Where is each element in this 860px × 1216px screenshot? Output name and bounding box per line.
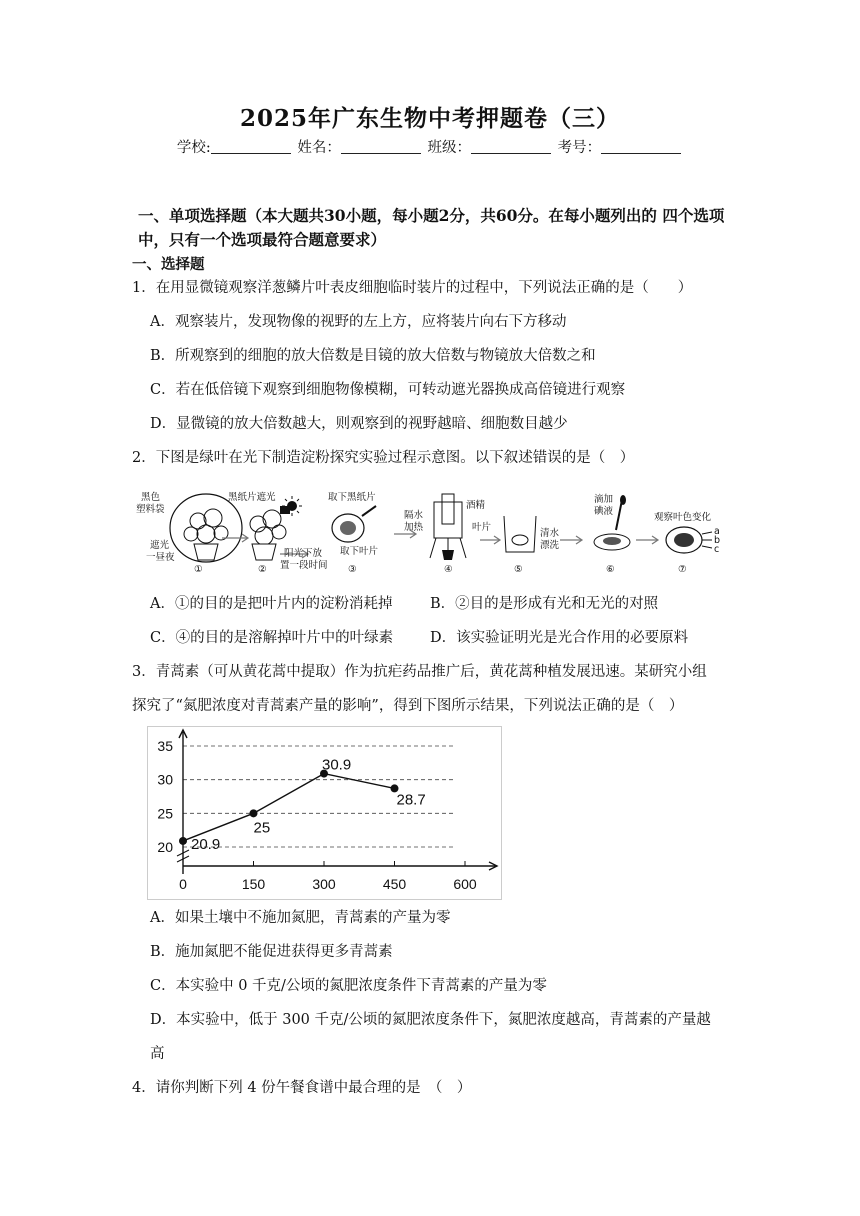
x-tick-600: 600 (453, 876, 477, 892)
label-remove-paper: 取下黑纸片 (328, 492, 376, 503)
question-2-option-a[interactable]: A．①的目的是把叶片内的淀粉消耗掉 (150, 596, 393, 612)
label-dark-2: 一昼夜 (146, 552, 175, 563)
label-sunlight: 阳光下放 (284, 548, 323, 559)
label-iodine: 滴加 (594, 494, 614, 505)
label-alcohol: 酒精 (466, 500, 486, 511)
label-rinse-2: 漂洗 (540, 540, 560, 551)
question-2-option-b[interactable]: B．②目的是形成有光和无光的对照 (430, 596, 659, 612)
data-label-0: 20.9 (191, 835, 221, 853)
question-3-stem-line-2: 探究了“氮肥浓度对青蒿素产量的影响”，得到下图所示结果，下列说法正确的是（ ） (132, 698, 684, 714)
data-label-300: 30.9 (322, 756, 352, 774)
question-1-option-a[interactable]: A．观察装片，发现物像的视野的左上方，应将装片向右下方移动 (150, 314, 567, 330)
class-blank[interactable] (471, 139, 551, 154)
label-remove-leaf: 取下叶片 (340, 546, 379, 557)
arrow-1-icon (222, 534, 248, 542)
step-5-rinse (504, 516, 536, 552)
question-1-stem: 1．在用显微镜观察洋葱鳞片叶表皮细胞临时装片的过程中，下列说法正确的是（ ） (132, 280, 693, 296)
step-6-number: ⑥ (606, 564, 615, 575)
data-label-150: 25 (253, 819, 271, 837)
x-tick-450: 450 (382, 876, 407, 892)
label-b: b (714, 535, 721, 546)
data-point-150 (250, 809, 258, 817)
step-1-plant-in-bag (170, 494, 242, 562)
label-leaf: 叶片 (472, 522, 492, 533)
arrow-6-icon (636, 536, 658, 544)
step-2-number: ② (258, 564, 267, 575)
question-3-option-b[interactable]: B．施加氮肥不能促进获得更多青蒿素 (150, 944, 393, 960)
y-tick-35: 35 (157, 738, 173, 754)
nitrogen-yield-line-chart (147, 726, 502, 900)
label-paper-cover: 黑纸片遮光 (228, 492, 276, 503)
step-4-water-bath (430, 494, 466, 560)
section-subheading: 一、选择题 (132, 256, 205, 273)
name-blank[interactable] (341, 139, 421, 154)
step-7-observe (666, 527, 712, 553)
school-blank[interactable] (211, 139, 291, 154)
label-iodine-2: 碘液 (594, 506, 614, 517)
label-observe: 观察叶色变化 (654, 512, 712, 523)
label-c: c (714, 544, 720, 555)
data-point-0 (179, 837, 187, 845)
step-4-number: ④ (444, 564, 453, 575)
label-a: a (714, 526, 720, 537)
question-1-option-c[interactable]: C．若在低倍镜下观察到细胞物像模糊，可转动遮光器换成高倍镜进行观察 (150, 382, 626, 398)
question-3-option-a[interactable]: A．如果土壤中不施加氮肥，青蒿素的产量为零 (150, 910, 451, 926)
step-7-number: ⑦ (678, 564, 687, 575)
label-water-2: 加热 (404, 522, 424, 533)
student-info-line (0, 136, 860, 157)
question-3-stem-line-1: 3．青蒿素（可从黄花蒿中提取）作为抗疟药品推广后，黄花蒿种植发展迅速。某研究小组 (132, 664, 707, 680)
question-2-option-d[interactable]: D．该实验证明光是光合作用的必要原料 (430, 630, 689, 646)
exam-number-blank[interactable] (601, 139, 681, 154)
x-tick-300: 300 (312, 876, 336, 892)
question-3-option-d[interactable]: D．本实验中，低于 300 千克/公顷的氮肥浓度条件下，氮肥浓度越高，青蒿素的产量越 (150, 1012, 711, 1028)
label-sunlight-2: 置一段时间 (280, 560, 328, 571)
question-1-option-d[interactable]: D．显微镜的放大倍数越大，则观察到的视野越暗、细胞数目越少 (150, 416, 568, 432)
label-dark: 遮光 (150, 540, 170, 551)
label-water: 隔水 (404, 510, 424, 521)
label-rinse: 清水 (540, 528, 560, 539)
label-black-bag: 黑色 (141, 492, 161, 503)
question-2-option-c[interactable]: C．④的目的是溶解掉叶片中的叶绿素 (150, 630, 394, 646)
school-label: 学校: (176, 140, 211, 156)
experiment-process-figure (136, 486, 726, 582)
question-4-stem: 4．请你判断下列 4 份午餐食谱中最合理的是 （ ） (132, 1080, 472, 1096)
x-tick-0: 0 (179, 876, 187, 892)
exam-title: 2025年广东生物中考押题卷（三） (239, 105, 620, 132)
arrow-5-icon (560, 536, 582, 544)
step-1-number: ① (194, 564, 203, 575)
y-tick-30: 30 (157, 771, 173, 788)
step-3-remove-leaf (332, 506, 376, 542)
step-3-number: ③ (348, 564, 357, 575)
class-label: 班级： (427, 140, 471, 156)
exam-number-label: 考号： (557, 140, 602, 156)
question-2-stem: 2．下图是绿叶在光下制造淀粉探究实验过程示意图。以下叙述错误的是（ ） (132, 450, 635, 466)
question-3-option-c[interactable]: C．本实验中 0 千克/公顷的氮肥浓度条件下青蒿素的产量为零 (150, 978, 547, 994)
data-label-450: 28.7 (396, 791, 426, 809)
section-heading: 一、单项选择题（本大题共30小题，每小题2分，共60分。在每小题列出的 四个选项中，只有一个选项最符合题意要求） (138, 206, 725, 249)
question-3-option-d-continued: 高 (150, 1046, 165, 1062)
step-5-number: ⑤ (514, 564, 523, 575)
x-tick-150: 150 (241, 876, 266, 892)
arrow-4-icon (480, 536, 500, 544)
name-label: 姓名： (297, 140, 341, 156)
y-tick-25: 25 (157, 805, 173, 822)
y-tick-20: 20 (157, 839, 173, 855)
question-1-option-b[interactable]: B．所观察到的细胞的放大倍数是目镜的放大倍数与物镜放大倍数之和 (150, 348, 596, 364)
label-black-bag-2: 塑料袋 (136, 504, 165, 515)
